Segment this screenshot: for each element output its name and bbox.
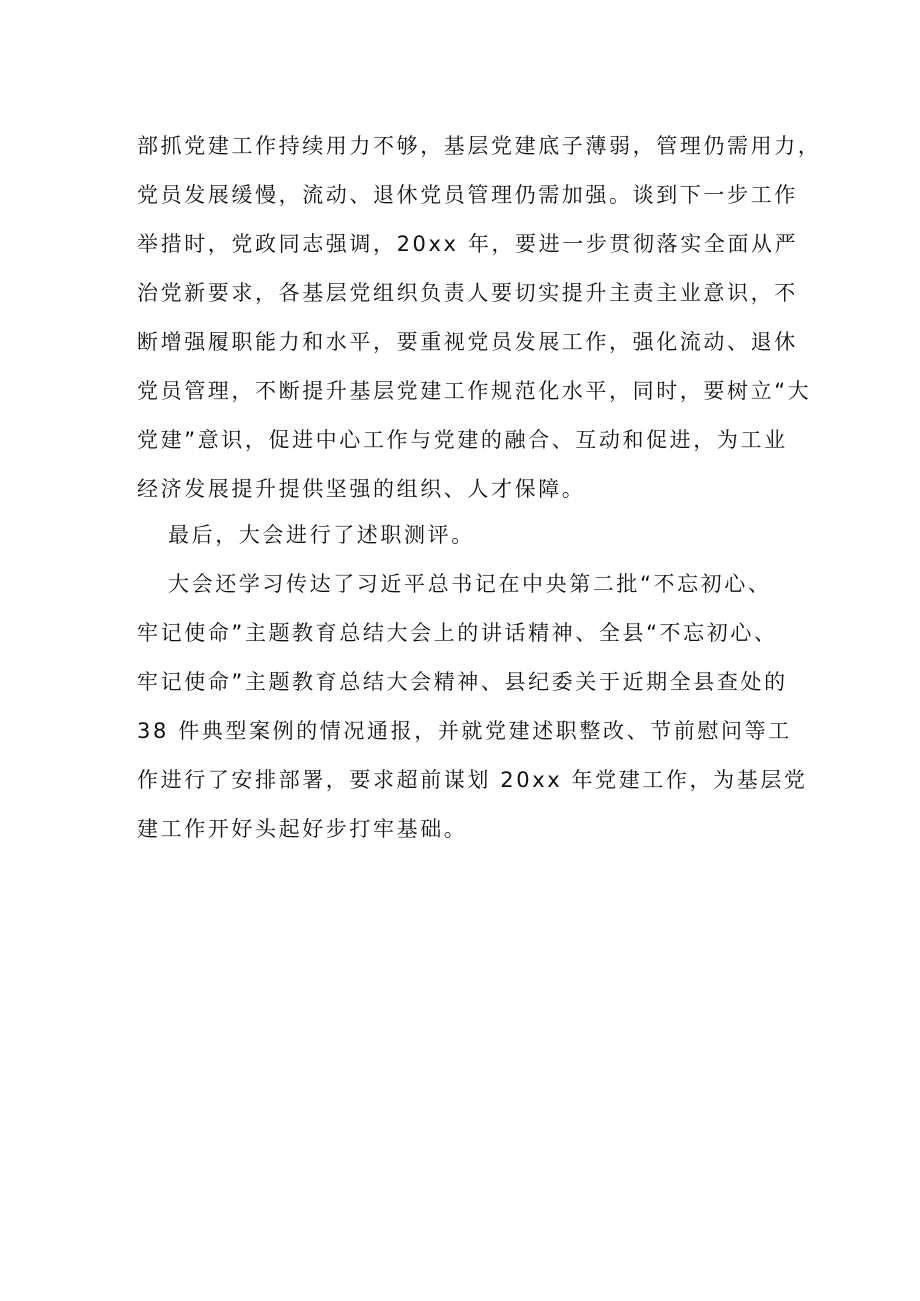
body-text-line: 党员发展缓慢，流动、退休党员管理仍需加强。谈到下一步工作 <box>137 183 798 207</box>
body-text-line: 38 件典型案例的情况通报，并就党建述职整改、节前慰问等工 <box>137 719 792 743</box>
body-text-line: 最后，大会进行了述职测评。 <box>168 523 475 547</box>
body-text-line: 牢记使命”主题教育总结大会上的讲话精神、全县“不忘初心、 <box>137 621 778 645</box>
body-text-line: 经济发展提升提供坚强的组织、人才保障。 <box>137 477 586 501</box>
body-text-line: 作进行了安排部署，要求超前谋划 20xx 年党建工作，为基层党 <box>137 768 808 792</box>
body-text-line: 建工作开好头起好步打牢基础。 <box>137 817 468 841</box>
body-text-line: 党员管理，不断提升基层党建工作规范化水平，同时，要树立“大 <box>137 379 812 403</box>
body-text-line: 断增强履职能力和水平，要重视党员发展工作，强化流动、退休 <box>137 330 798 354</box>
body-text-line: 大会还学习传达了习近平总书记在中央第二批“不忘初心、 <box>168 572 772 596</box>
body-text-line: 牢记使命”主题教育总结大会精神、县纪委关于近期全县查处的 <box>137 670 788 694</box>
body-text-line: 举措时，党政同志强调，20xx 年，要进一步贯彻落实全面从严 <box>137 232 799 256</box>
body-text-line: 党建”意识，促进中心工作与党建的融合、互动和促进，为工业 <box>137 428 788 452</box>
body-text-line: 部抓党建工作持续用力不够，基层党建底子薄弱，管理仍需用力， <box>137 134 822 158</box>
body-text-line: 治党新要求，各基层党组织负责人要切实提升主责主业意识，不 <box>137 281 798 305</box>
